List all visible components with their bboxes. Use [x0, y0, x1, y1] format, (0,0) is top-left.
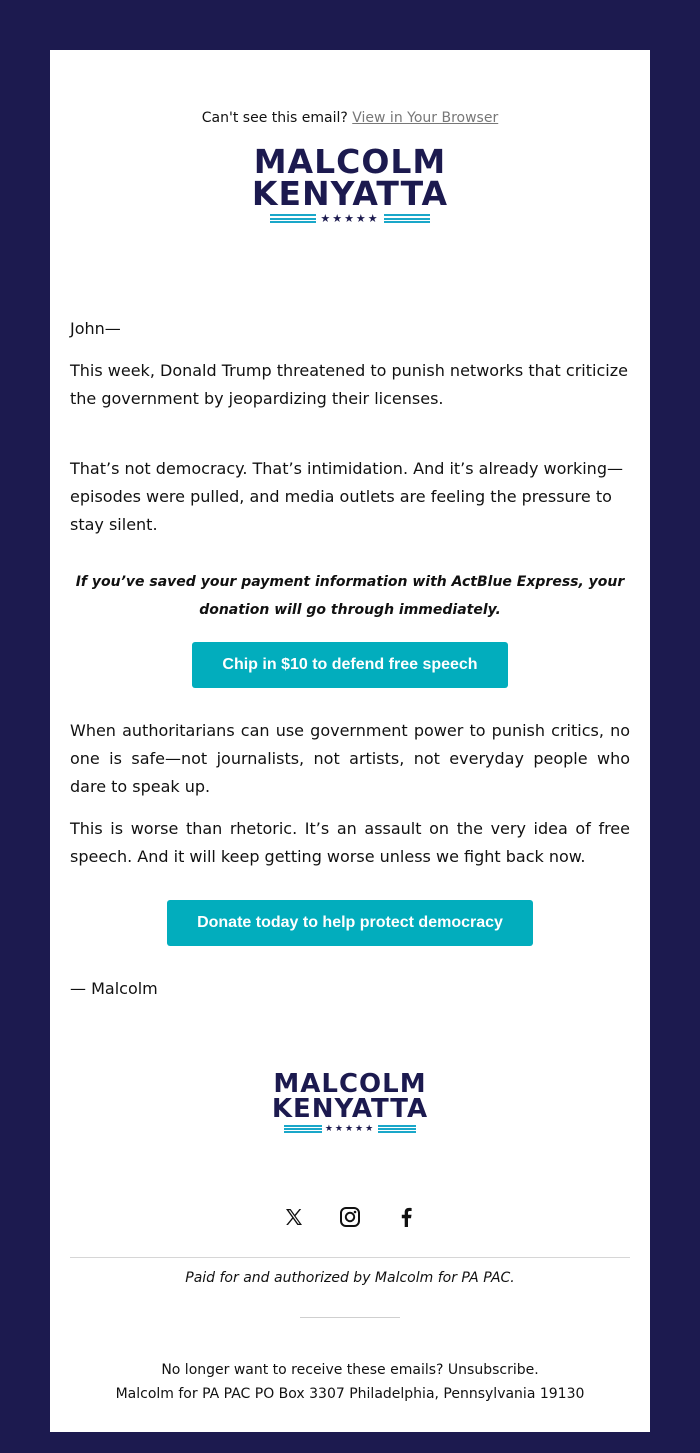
paid-for-disclaimer: Paid for and authorized by Malcolm for PA PAC.: [185, 1270, 515, 1286]
x-icon[interactable]: [283, 1206, 305, 1228]
footer-logo-stars: ★★★★★: [324, 1124, 376, 1134]
greeting: John—: [70, 319, 121, 338]
paragraph-1: This week, Donald Trump threatened to punish networks that criticize the government by jeopardizing their licenses.: [70, 361, 628, 408]
header-logo: [50, 142, 650, 225]
email-card: [50, 50, 650, 1432]
footer-logo-star-band: [50, 1124, 650, 1134]
footer-logo-line-1: MALCOLM: [273, 1069, 427, 1099]
view-in-browser-line: [50, 110, 650, 126]
footer-logo-line-2: KENYATTA: [271, 1094, 429, 1124]
footer-logo-stripes-left: [284, 1125, 322, 1133]
chip-in-button[interactable]: Chip in $10 to defend free speech: [192, 642, 508, 688]
logo-stripes-right: [384, 214, 430, 223]
mailing-address: Malcolm for PA PAC PO Box 3307 Philadelphia, Pennsylvania 19130: [115, 1386, 585, 1402]
paragraph-4: This is worse than rhetoric. It’s an assault on the very idea of free speech. And it will keep getting worse unless we fight back now.: [70, 819, 630, 866]
social-links: [50, 1206, 650, 1228]
actblue-note: If you’ve saved your payment information with ActBlue Express, your donation will go through immediately.: [75, 574, 625, 618]
facebook-icon[interactable]: [395, 1206, 417, 1228]
donate-button[interactable]: Donate today to help protect democracy: [167, 900, 533, 946]
logo-stars: ★★★★★: [320, 212, 380, 225]
footer-divider: [70, 1257, 630, 1258]
view-in-browser-link[interactable]: View in Your Browser: [352, 110, 499, 126]
paragraph-2: That’s not democracy. That’s intimidation. And it’s already working—episodes were pulled, and media outlets are feeling the pressure to stay silent.: [70, 459, 623, 534]
cant-see-text: Can't see this email?: [201, 110, 348, 126]
unsubscribe-text[interactable]: No longer want to receive these emails? Unsubscribe.: [161, 1362, 539, 1378]
signoff: — Malcolm: [70, 979, 158, 998]
logo-line-1: MALCOLM: [253, 142, 447, 181]
logo-stripes-left: [270, 214, 316, 223]
footer-logo: [50, 1069, 650, 1134]
paragraph-3: When authoritarians can use government power to punish critics, no one is safe—not journalists, not artists, not everyday people who dare to speak up.: [70, 721, 630, 796]
logo-star-band: [50, 212, 650, 225]
footer-short-divider: [300, 1317, 400, 1318]
instagram-icon[interactable]: [339, 1206, 361, 1228]
footer-logo-stripes-right: [378, 1125, 416, 1133]
logo-line-2: KENYATTA: [251, 174, 449, 213]
